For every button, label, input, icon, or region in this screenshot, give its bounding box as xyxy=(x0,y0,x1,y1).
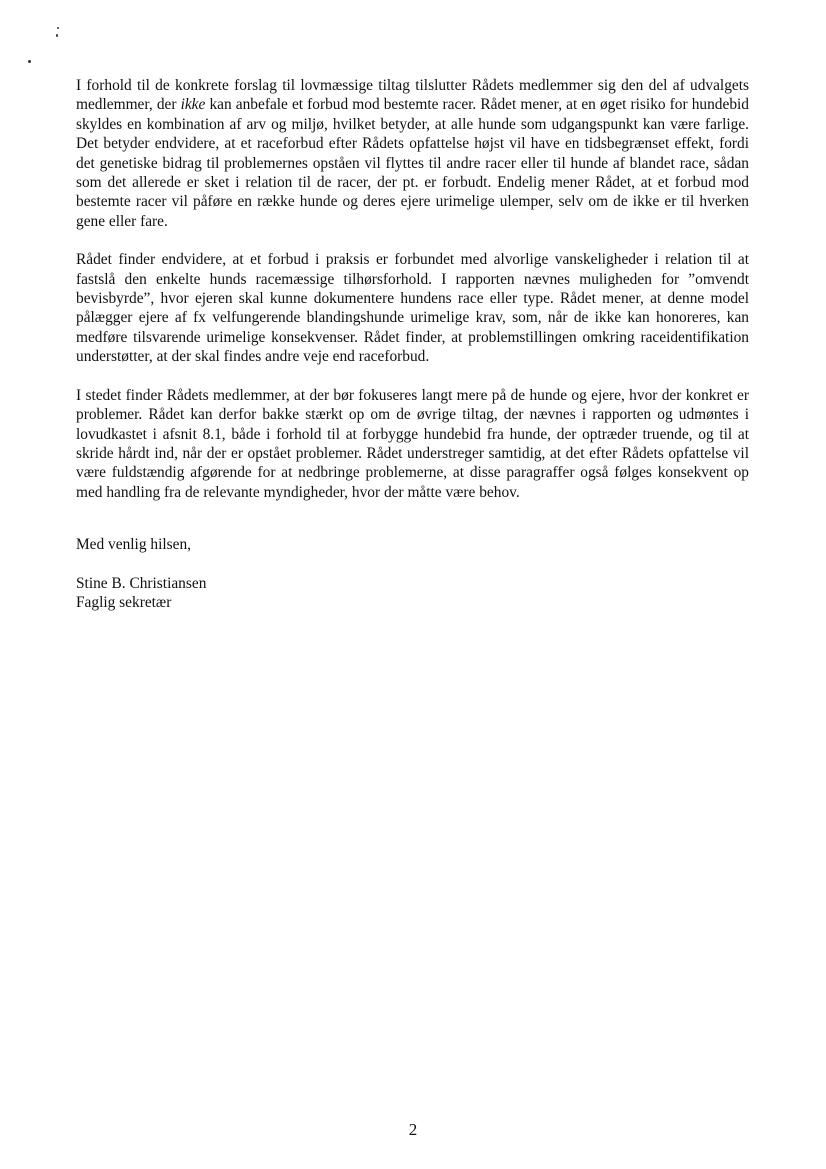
signatory-name: Stine B. Christiansen xyxy=(76,574,207,592)
signatory-role: Faglig sekretær xyxy=(76,593,172,611)
letter-body xyxy=(76,76,749,612)
scan-speck xyxy=(56,34,58,37)
paragraph-text-end: kan anbefale et forbud mod bestemte racer. Rådet mener, at en øget risiko for hundebid skyldes en kombination af arv og miljø, hvilket betyder, at alle hunde som udgangspunkt kan være farlige. Det betyder endvidere, at et raceforbud efter Rådets opfattelse højst vil have en tidsbegrænset effekt, fordi det genetiske bidrag til problemernes opståen vil flyttes til andre racer eller til hunde af blandet race, sådan som det allerede er sket i relation til de racer, der pt. er forbudt. Endelig mener Rådet, at et forbud mod bestemte racer vil påføre en række hunde og deres ejere urimelige ulemper, selv om de ikke er til hverken gene eller fare. xyxy=(76,96,749,230)
paragraph-breed-ban-position xyxy=(76,76,749,231)
closing-greeting: Med venlig hilsen, xyxy=(76,536,191,554)
paragraph-text-start: I forhold til de konkrete forslag til lovmæssige tiltag tilslutter Rådets medlemmer sig den del af udvalgets medlemmer, der xyxy=(76,77,749,114)
scan-speck xyxy=(57,27,59,29)
signature-block xyxy=(76,574,749,613)
paragraph-breed-identification: Rådet finder endvidere, at et forbud i praksis er forbundet med alvorlige vanskeligheder i relation til at fastslå den enkelte hunds racemæssige tilhørsforhold. I rapporten nævnes muligheden for ”omvendt bevisbyrde”, hvor ejeren skal kunne dokumentere hundens race eller type. Rådet mener, at denne model pålægger ejere af fx velfungerende blandingshunde urimelige krav, som, når de ikke kan honoreres, kan medføre tilsvarende urimelige konsekvenser. Rådet finder, at problemstillingen omkring raceidentifikation understøtter, at der skal findes andre veje end raceforbud. xyxy=(76,251,749,366)
paragraph-focus-on-owners: I stedet finder Rådets medlemmer, at der bør fokuseres langt mere på de hunde og ejere, hvor der konkret er problemer. Rådet kan derfor bakke stærkt op om de øvrige tiltag, der nævnes i rapporten og udmøntes i lovudkastet i afsnit 8.1, både i forhold til at forbygge hundebid fra hunde, der optræder truende, og til at skride hårdt ind, når der er opstået problemer. Rådet understreger samtidig, at det efter Rådets opfattelse vil være fuldstændig afgørende for at nedbringe problemerne, at disse paragraffer også følges konsekvent op med handling fra de relevante myndigheder, hvor der måtte være behov. xyxy=(76,386,749,501)
scan-speck xyxy=(28,60,31,63)
emphasized-word: ikke xyxy=(180,96,206,114)
page-number: 2 xyxy=(408,1120,418,1139)
closing-block xyxy=(76,535,749,554)
